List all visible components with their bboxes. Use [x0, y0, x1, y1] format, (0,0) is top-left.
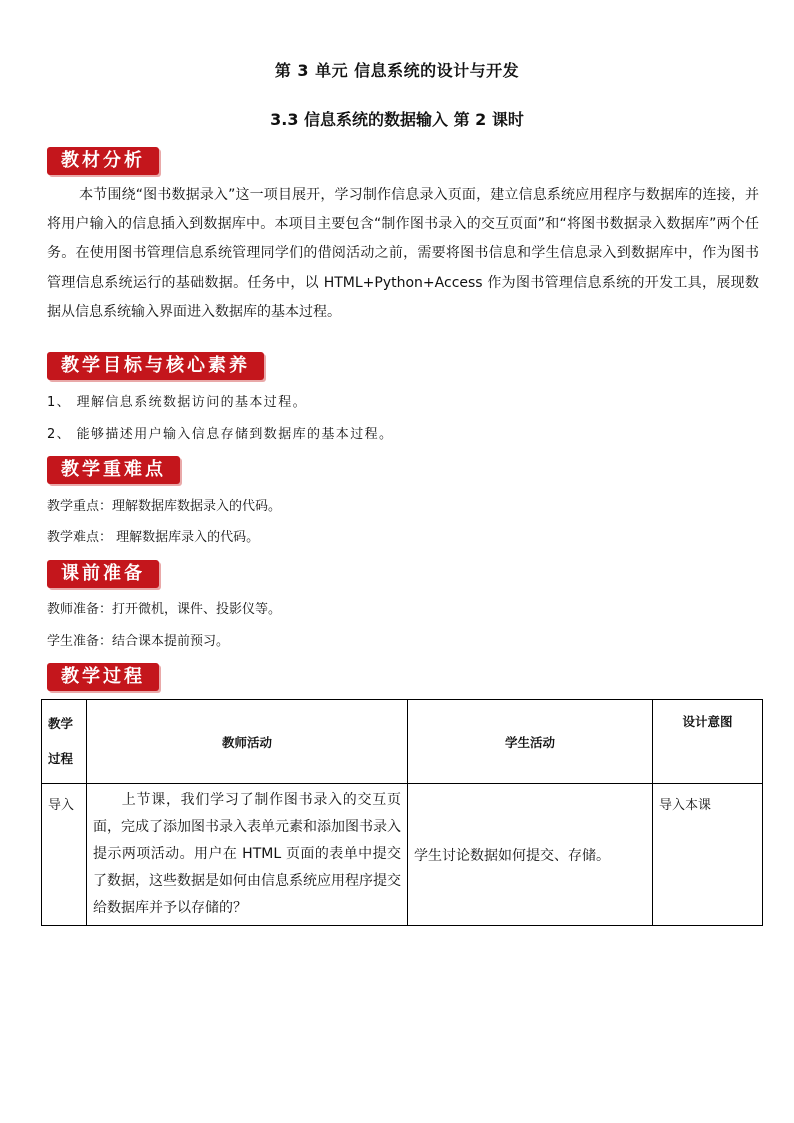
section-badge-process: 教学过程 [47, 663, 159, 691]
process-table [41, 699, 763, 926]
section-badge-material: 教材分析 [47, 147, 159, 175]
section-badge-keypoints: 教学重难点 [47, 456, 180, 484]
table-row [42, 784, 763, 926]
header-design-intent: 设计意图 [653, 700, 763, 784]
row-design-intent: 导入本课 [653, 784, 763, 926]
header-teacher-activity: 教师活动 [87, 700, 408, 784]
row-student-activity: 学生讨论数据如何提交、存储。 [408, 784, 653, 926]
table-header-row [42, 700, 763, 784]
lesson-title: 3.3 信息系统的数据输入 第 2 课时 [270, 110, 524, 129]
header-stage-line1: 教学 [48, 716, 74, 731]
row-stage: 导入 [42, 784, 87, 926]
section-badge-goals: 教学目标与核心素养 [47, 352, 264, 380]
row-teacher-text: 上节课，我们学习了制作图书录入的交互页面，完成了添加图书录入表单元素和添加图书录入提示两项活动。用户在 HTML 页面的表单中提交了数据，这些数据是如何由信息系统应用程序提交给数据库并予以存储的？ [93, 792, 401, 916]
difficult-point: 教学难点： 理解数据库录入的代码。 [47, 530, 260, 545]
unit-title: 第 3 单元 信息系统的设计与开发 [274, 61, 520, 80]
material-text: 本节围绕“图书数据录入”这一项目展开，学习制作信息录入页面，建立信息系统应用程序与数据库的连接，并将用户输入的信息插入到数据库中。本项目主要包含“制作图书录入的交互页面”和“将图书数据录入数据库”两个任务。在使用图书管理信息系统管理同学们的借阅活动之前，需要将图书信息和学生信息录入到数据库中，作为图书管理信息系统运行的基础数据。任务中，以 HTML+Python+Access 作为图书管理信息系统的开发工具，展现数据从信息系统输入界面进入数据库的基本过程。 [47, 187, 759, 320]
row-teacher-activity [87, 784, 408, 926]
header-student-activity: 学生活动 [408, 700, 653, 784]
key-point: 教学重点：理解数据库数据录入的代码。 [47, 499, 282, 514]
header-stage-line2: 过程 [48, 751, 74, 766]
material-paragraph [47, 181, 759, 327]
header-stage [42, 700, 87, 784]
goal-item-1: 1、 理解信息系统数据访问的基本过程。 [47, 395, 308, 410]
teacher-prep: 教师准备：打开微机，课件、投影仪等。 [47, 602, 282, 617]
student-prep: 学生准备：结合课本提前预习。 [47, 634, 230, 649]
section-badge-prep: 课前准备 [47, 560, 159, 588]
goal-item-2: 2、 能够描述用户输入信息存储到数据库的基本过程。 [47, 427, 394, 442]
